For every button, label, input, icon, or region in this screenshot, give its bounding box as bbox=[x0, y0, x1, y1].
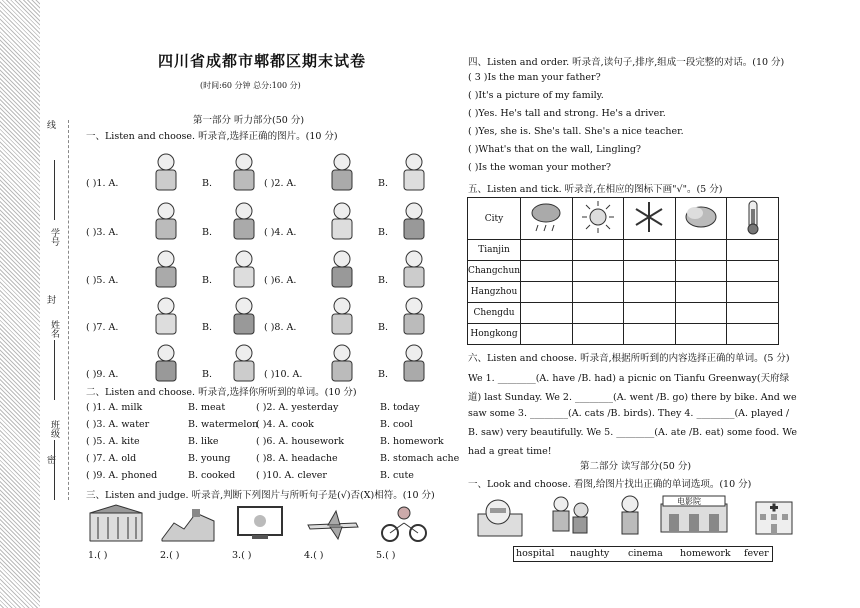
cloud-header bbox=[675, 198, 727, 240]
tick-cell[interactable] bbox=[675, 240, 727, 261]
child-homework-picture bbox=[610, 494, 650, 538]
question-3-label: ( )3. A. bbox=[86, 227, 119, 238]
building-picture bbox=[88, 503, 144, 543]
word-option: B. cute bbox=[380, 470, 414, 481]
answer-picture[interactable] bbox=[320, 201, 364, 241]
binding-area bbox=[40, 0, 80, 608]
hospital-picture bbox=[752, 494, 796, 538]
tick-cell[interactable] bbox=[572, 261, 624, 282]
option-b-label: B. bbox=[202, 178, 213, 189]
answer-picture[interactable] bbox=[222, 249, 266, 289]
feng-label: 封 bbox=[45, 295, 55, 304]
xian-label: 线 bbox=[45, 120, 55, 129]
judge-answer-1[interactable]: 1.( ) bbox=[88, 550, 108, 561]
tick-cell[interactable] bbox=[727, 303, 779, 324]
part1-heading: 第一部分 听力部分(50 分) bbox=[193, 115, 305, 126]
page-title: 四川省成都市郫都区期末试卷 bbox=[158, 52, 367, 70]
word-bank-item: naughty bbox=[570, 548, 610, 559]
word-option: ( )4. A. cook bbox=[256, 419, 314, 430]
word-option: B. young bbox=[188, 453, 231, 464]
part2-heading: 第二部分 读写部分(50 分) bbox=[580, 461, 692, 472]
answer-picture[interactable] bbox=[320, 152, 364, 192]
answer-picture[interactable] bbox=[320, 343, 364, 383]
word-option: B. like bbox=[188, 436, 219, 447]
rain-icon bbox=[526, 199, 566, 235]
cloudy-rain-header bbox=[521, 198, 573, 240]
tick-cell[interactable] bbox=[624, 261, 676, 282]
question-10-label: ( )10. A. bbox=[264, 369, 303, 380]
question-4-label: ( )4. A. bbox=[264, 227, 297, 238]
tick-cell[interactable] bbox=[727, 240, 779, 261]
sick-child-picture bbox=[476, 494, 524, 538]
word-bank-item: homework bbox=[680, 548, 731, 559]
passage-line: had a great time! bbox=[468, 446, 552, 457]
tick-cell[interactable] bbox=[572, 282, 624, 303]
word-option: ( )10. A. clever bbox=[256, 470, 327, 481]
word-bank-item: hospital bbox=[516, 548, 555, 559]
tick-cell[interactable] bbox=[727, 324, 779, 345]
bike-picture bbox=[376, 503, 432, 543]
name-line[interactable] bbox=[54, 340, 55, 400]
answer-picture[interactable] bbox=[392, 201, 436, 241]
word-option: B. meat bbox=[188, 402, 226, 413]
tick-cell[interactable] bbox=[572, 303, 624, 324]
question-9-label: ( )9. A. bbox=[86, 369, 119, 380]
tick-cell[interactable] bbox=[727, 282, 779, 303]
option-b-label: B. bbox=[378, 322, 389, 333]
judge-answer-5[interactable]: 5.( ) bbox=[376, 550, 396, 561]
snowflake-icon bbox=[629, 199, 669, 235]
plane-picture bbox=[304, 503, 360, 543]
tick-cell[interactable] bbox=[521, 303, 573, 324]
answer-picture[interactable] bbox=[144, 249, 188, 289]
word-option: B. homework bbox=[380, 436, 444, 447]
option-b-label: B. bbox=[202, 322, 213, 333]
cloud-icon bbox=[681, 199, 721, 235]
word-bank-item: cinema bbox=[628, 548, 663, 559]
tick-cell[interactable] bbox=[521, 261, 573, 282]
question-1-label: ( )1. A. bbox=[86, 178, 119, 189]
tick-cell[interactable] bbox=[675, 324, 727, 345]
snow-header bbox=[624, 198, 676, 240]
word-option: B. watermelon bbox=[188, 419, 259, 430]
option-b-label: B. bbox=[202, 369, 213, 380]
answer-picture[interactable] bbox=[222, 201, 266, 241]
judge-answer-2[interactable]: 2.( ) bbox=[160, 550, 180, 561]
tick-cell[interactable] bbox=[521, 282, 573, 303]
city-cell: Changchun bbox=[468, 261, 521, 282]
tick-cell[interactable] bbox=[624, 282, 676, 303]
reading-section1-heading: 一、Look and choose. 看图,给图片找出正确的单词选项。(10 分) bbox=[468, 479, 752, 490]
tick-cell[interactable] bbox=[675, 303, 727, 324]
mi-label: 密 bbox=[45, 455, 55, 464]
answer-picture[interactable] bbox=[392, 152, 436, 192]
order-sentence: ( )It's a picture of my family. bbox=[468, 90, 604, 101]
class-label: 班级 bbox=[49, 420, 59, 438]
answer-picture[interactable] bbox=[320, 296, 364, 336]
passage-line: saw some 3. ________(A. cats /B. birds). They 4. ________(A. played / bbox=[468, 408, 790, 419]
sun-icon bbox=[578, 199, 618, 235]
order-sentence: ( )Yes. He's tall and strong. He's a driver. bbox=[468, 108, 666, 119]
great-wall-picture bbox=[160, 503, 216, 543]
answer-picture[interactable] bbox=[144, 343, 188, 383]
order-sentence: ( )Is the woman your mother? bbox=[468, 162, 612, 173]
option-b-label: B. bbox=[378, 227, 389, 238]
order-sentence: ( )Yes, she is. She's tall. She's a nice teacher. bbox=[468, 126, 684, 137]
word-option: B. cooked bbox=[188, 470, 236, 481]
exam-info: (时间:60 分钟 总分:100 分) bbox=[200, 81, 301, 90]
student-id-line[interactable] bbox=[54, 160, 55, 220]
order-sentence: ( 3 )Is the man your father? bbox=[468, 72, 601, 83]
weather-table bbox=[467, 197, 779, 345]
tick-cell[interactable] bbox=[675, 282, 727, 303]
tv-picture bbox=[232, 503, 288, 543]
passage-line: 道) last Sunday. We 2. ________(A. went /B. go) there by bike. And we bbox=[468, 392, 797, 403]
answer-picture[interactable] bbox=[222, 343, 266, 383]
answer-picture[interactable] bbox=[392, 249, 436, 289]
judge-answer-4[interactable]: 4.( ) bbox=[304, 550, 324, 561]
naughty-child-picture bbox=[545, 494, 593, 538]
sunny-header bbox=[572, 198, 624, 240]
city-cell: Hangzhou bbox=[468, 282, 521, 303]
word-option: B. stomach ache bbox=[380, 453, 460, 464]
question-6-label: ( )6. A. bbox=[264, 275, 297, 286]
section4-heading: 四、Listen and order. 听录音,读句子,排序,组成一段完整的对话。(10 分) bbox=[468, 57, 785, 68]
tick-cell[interactable] bbox=[521, 324, 573, 345]
tick-cell[interactable] bbox=[572, 240, 624, 261]
student-id-label: 学号 bbox=[49, 228, 59, 246]
question-7-label: ( )7. A. bbox=[86, 322, 119, 333]
answer-picture[interactable] bbox=[144, 201, 188, 241]
option-b-label: B. bbox=[202, 275, 213, 286]
answer-picture[interactable] bbox=[320, 249, 364, 289]
word-option: ( )2. A. yesterday bbox=[256, 402, 339, 413]
tick-cell[interactable] bbox=[624, 303, 676, 324]
tick-cell[interactable] bbox=[521, 240, 573, 261]
answer-picture[interactable] bbox=[392, 343, 436, 383]
word-option: ( )3. A. water bbox=[86, 419, 150, 430]
section5-heading: 五、Listen and tick. 听录音,在相应的图标下画"√"。(5 分) bbox=[468, 184, 723, 195]
city-cell: Hongkong bbox=[468, 324, 521, 345]
name-label: 姓名 bbox=[49, 320, 59, 338]
city-cell: Tianjin bbox=[468, 240, 521, 261]
answer-picture[interactable] bbox=[222, 152, 266, 192]
passage-line: We 1. ________(A. have /B. had) a picnic on Tianfu Greenway(天府绿 bbox=[468, 373, 790, 384]
order-sentence: ( )What's that on the wall, Lingling? bbox=[468, 144, 642, 155]
thermometer-icon bbox=[733, 199, 773, 235]
word-bank-item: fever bbox=[744, 548, 769, 559]
cinema-picture bbox=[657, 494, 731, 534]
word-option: ( )9. A. phoned bbox=[86, 470, 158, 481]
tick-cell[interactable] bbox=[675, 261, 727, 282]
city-header: City bbox=[468, 198, 521, 240]
passage-line: B. saw) very beautifully. We 5. ________(A. ate /B. eat) some food. We bbox=[468, 427, 797, 438]
section2-heading: 二、Listen and choose. 听录音,选择你所听到的单词。(10 分) bbox=[86, 387, 357, 398]
section6-heading: 六、Listen and choose. 听录音,根据所听到的内容选择正确的单词。(5 分) bbox=[468, 353, 790, 364]
city-cell: Chengdu bbox=[468, 303, 521, 324]
tick-cell[interactable] bbox=[572, 324, 624, 345]
section1-heading: 一、Listen and choose. 听录音,选择正确的图片。(10 分) bbox=[86, 131, 338, 142]
answer-picture[interactable] bbox=[392, 296, 436, 336]
answer-picture[interactable] bbox=[144, 296, 188, 336]
tick-cell[interactable] bbox=[624, 324, 676, 345]
option-b-label: B. bbox=[202, 227, 213, 238]
judge-answer-3[interactable]: 3.( ) bbox=[232, 550, 252, 561]
word-option: ( )6. A. housework bbox=[256, 436, 345, 447]
section3-heading: 三、Listen and judge. 听录音,判断下列图片与所听句子是(√)否(X)相符。(10 分) bbox=[86, 490, 435, 501]
option-b-label: B. bbox=[378, 369, 389, 380]
word-option: B. today bbox=[380, 402, 420, 413]
word-option: ( )5. A. kite bbox=[86, 436, 140, 447]
binding-margin-hatch bbox=[0, 0, 40, 608]
word-option: ( )1. A. milk bbox=[86, 402, 143, 413]
answer-picture[interactable] bbox=[222, 296, 266, 336]
answer-picture[interactable] bbox=[144, 152, 188, 192]
option-b-label: B. bbox=[378, 275, 389, 286]
question-5-label: ( )5. A. bbox=[86, 275, 119, 286]
word-option: B. cool bbox=[380, 419, 413, 430]
cinema-sign-text: 电影院 bbox=[677, 497, 701, 506]
question-8-label: ( )8. A. bbox=[264, 322, 297, 333]
tick-cell[interactable] bbox=[624, 240, 676, 261]
seal-line bbox=[68, 120, 69, 500]
class-line[interactable] bbox=[54, 440, 55, 500]
word-option: ( )7. A. old bbox=[86, 453, 137, 464]
hot-header bbox=[727, 198, 779, 240]
question-2-label: ( )2. A. bbox=[264, 178, 297, 189]
word-option: ( )8. A. headache bbox=[256, 453, 338, 464]
tick-cell[interactable] bbox=[727, 261, 779, 282]
option-b-label: B. bbox=[378, 178, 389, 189]
